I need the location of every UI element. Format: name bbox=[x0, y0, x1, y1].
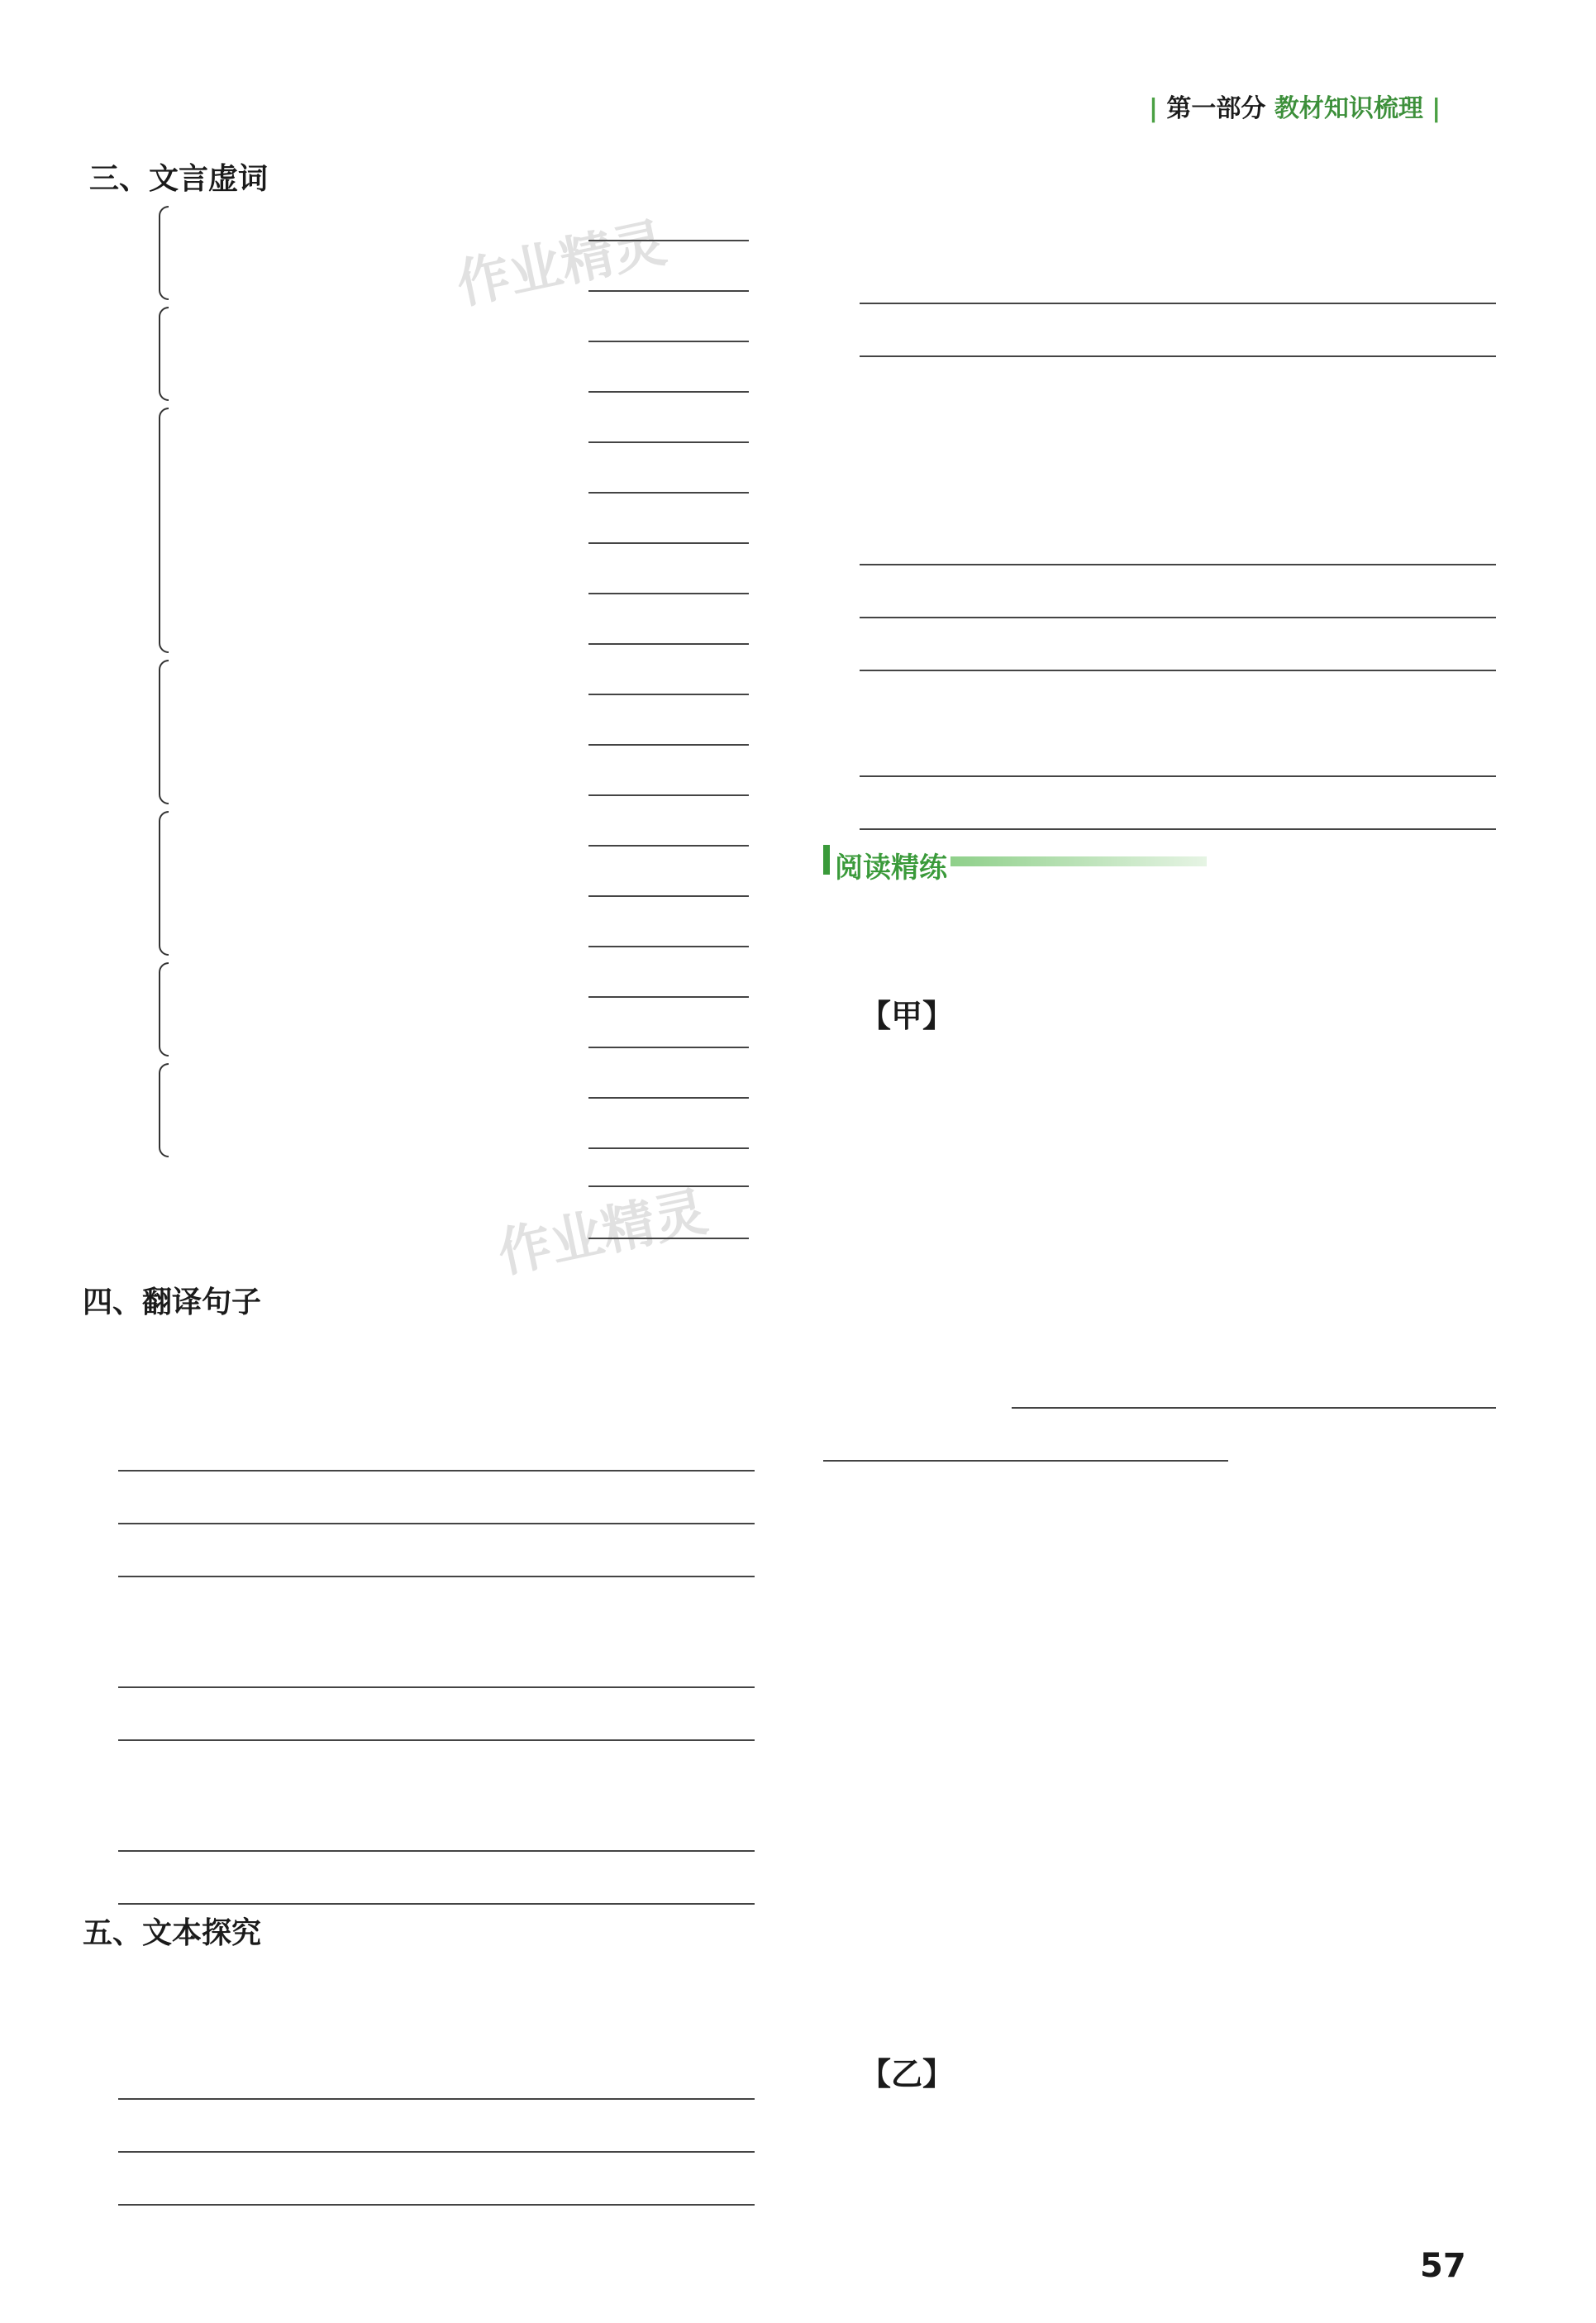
answer-line bbox=[118, 1903, 755, 1905]
passage-label-yi: 乙 bbox=[891, 2056, 923, 2092]
section-title: 五、文本探究 bbox=[83, 1916, 262, 1950]
answer-line bbox=[588, 391, 749, 393]
answer-line bbox=[118, 1686, 755, 1688]
answer-line bbox=[588, 1097, 749, 1099]
answer-line bbox=[588, 895, 749, 897]
reading-title-decoration bbox=[950, 856, 1207, 866]
answer-line bbox=[588, 492, 749, 494]
answer-line bbox=[860, 355, 1496, 357]
answer-line bbox=[118, 2151, 755, 2153]
passage-label: 【乙】 bbox=[860, 2056, 955, 2092]
brace bbox=[159, 206, 169, 300]
answer-line bbox=[860, 775, 1496, 777]
reading-title-bar bbox=[823, 845, 830, 875]
answer-line bbox=[588, 794, 749, 796]
brace bbox=[159, 660, 169, 804]
answer-line bbox=[860, 617, 1496, 618]
answer-line bbox=[118, 2204, 755, 2206]
answer-line bbox=[588, 744, 749, 746]
watermark: 作业精灵 bbox=[493, 1181, 713, 1286]
section-title: 三、文言虚词 bbox=[89, 162, 269, 196]
answer-line bbox=[588, 946, 749, 947]
brace bbox=[159, 962, 169, 1057]
answer-line bbox=[860, 828, 1496, 830]
answer-line bbox=[118, 1523, 755, 1524]
brace bbox=[159, 307, 169, 401]
answer-line bbox=[860, 303, 1496, 304]
header-part: 第一部分 bbox=[1166, 94, 1266, 123]
answer-line bbox=[860, 564, 1496, 565]
answer-line bbox=[588, 341, 749, 342]
answer-line bbox=[118, 1850, 755, 1852]
answer-line bbox=[118, 1470, 755, 1472]
section-title: 四、翻译句子 bbox=[83, 1286, 262, 1319]
answer-line bbox=[588, 643, 749, 645]
page-number: 57 bbox=[1420, 2247, 1466, 2285]
answer-line bbox=[118, 1739, 755, 1741]
reading-title: 阅读精练 bbox=[835, 851, 947, 885]
answer-line bbox=[588, 290, 749, 292]
answer-line bbox=[588, 1047, 749, 1048]
answer-line bbox=[588, 1185, 749, 1187]
answer-line bbox=[118, 2098, 755, 2100]
underline bbox=[823, 1460, 1228, 1462]
page-header: | 第一部分 教材知识梳理 | bbox=[1149, 94, 1441, 123]
watermark: 作业精灵 bbox=[451, 212, 672, 317]
answer-line bbox=[588, 593, 749, 594]
answer-line bbox=[118, 1576, 755, 1577]
passage-label-jia: 甲 bbox=[891, 998, 923, 1034]
answer-line bbox=[588, 441, 749, 443]
passage-label: 【甲】 bbox=[860, 998, 955, 1034]
answer-line bbox=[588, 240, 749, 241]
brace bbox=[159, 1063, 169, 1157]
answer-line bbox=[588, 1238, 749, 1239]
answer-line bbox=[860, 670, 1496, 671]
answer-line bbox=[588, 542, 749, 544]
header-name: 教材知识梳理 bbox=[1274, 94, 1423, 123]
underline bbox=[1012, 1407, 1496, 1409]
answer-line bbox=[588, 996, 749, 998]
answer-line bbox=[588, 694, 749, 695]
brace bbox=[159, 408, 169, 653]
answer-line bbox=[588, 1147, 749, 1149]
brace bbox=[159, 811, 169, 956]
answer-line bbox=[588, 845, 749, 847]
